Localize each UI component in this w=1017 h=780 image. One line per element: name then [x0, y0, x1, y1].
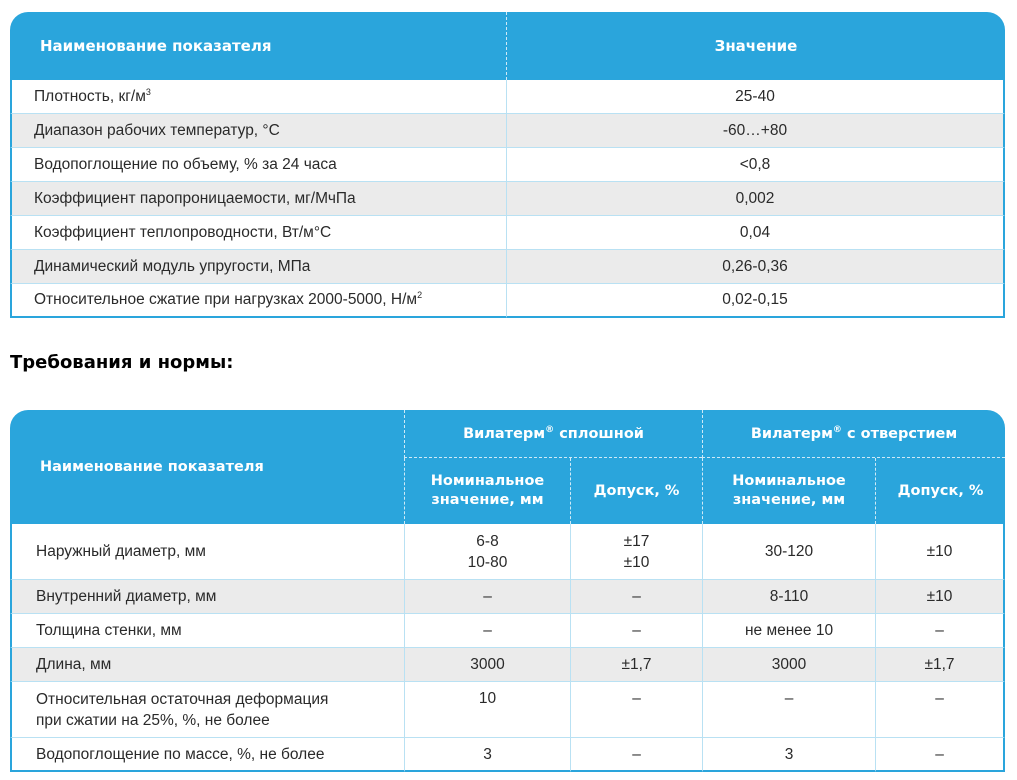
header-nominal-hollow: Номинальное значение, мм [702, 458, 875, 524]
header-group-solid: Вилатерм® сплошной [404, 410, 702, 458]
section-heading: Требования и нормы: [10, 352, 234, 373]
header-group-hollow: Вилатерм® с отверстием [702, 410, 1005, 458]
row-name: Внутренний диаметр, мм [10, 580, 404, 614]
cell-tolerance-solid: ±1,7 [570, 648, 702, 682]
table-row [10, 614, 1005, 648]
row-value: 0,02-0,15 [506, 284, 1005, 318]
table-row [10, 250, 1005, 284]
cell-tolerance-hollow: – [875, 614, 1005, 648]
row-name: Толщина стенки, мм [10, 614, 404, 648]
row-value: -60…+80 [506, 114, 1005, 148]
cell-nominal-solid: 10 [404, 682, 570, 738]
cell-tolerance-hollow: – [875, 682, 1005, 738]
requirements-header-row-1 [10, 410, 1005, 458]
table-row [10, 682, 1005, 738]
header-value: Значение [506, 12, 1005, 80]
header-nominal-solid: Номинальное значение, мм [404, 458, 570, 524]
cell-tolerance-solid: – [570, 682, 702, 738]
cell-tolerance-hollow: ±1,7 [875, 648, 1005, 682]
row-name: Коэффициент паропроницаемости, мг/МчПа [10, 182, 506, 216]
header-parameter-name: Наименование показателя [10, 12, 506, 80]
row-name: Водопоглощение по массе, %, не более [10, 738, 404, 772]
cell-nominal-solid: – [404, 614, 570, 648]
table-row [10, 524, 1005, 580]
table-row [10, 216, 1005, 250]
row-value: <0,8 [506, 148, 1005, 182]
cell-tolerance-hollow: ±10 [875, 580, 1005, 614]
row-name: Динамический модуль упругости, МПа [10, 250, 506, 284]
row-name: Плотность, $кг/м^3$ [10, 80, 506, 114]
table-row [10, 580, 1005, 614]
row-value: 25-40 [506, 80, 1005, 114]
row-name: Относительная остаточная деформация при сжатии на 25%, %, не более [10, 682, 404, 738]
cell-tolerance-solid: – [570, 614, 702, 648]
cell-tolerance-solid: – [570, 738, 702, 772]
cell-nominal-hollow: не менее 10 [702, 614, 875, 648]
cell-nominal-hollow: 30-120 [702, 524, 875, 580]
requirements-table [10, 410, 1005, 772]
row-value: 0,04 [506, 216, 1005, 250]
cell-nominal-solid: 3000 [404, 648, 570, 682]
cell-nominal-hollow: 3 [702, 738, 875, 772]
cell-nominal-hollow: 8-110 [702, 580, 875, 614]
cell-nominal-solid: – [404, 580, 570, 614]
cell-nominal-hollow: – [702, 682, 875, 738]
properties-header-row [10, 12, 1005, 80]
properties-table [10, 12, 1005, 318]
row-name: Диапазон рабочих температур, °С [10, 114, 506, 148]
table-row [10, 80, 1005, 114]
table-row [10, 114, 1005, 148]
header-tolerance-solid: Допуск, % [570, 458, 702, 524]
cell-tolerance-solid: ±17 ±10 [570, 524, 702, 580]
table-row [10, 648, 1005, 682]
row-name: Водопоглощение по объему, % за 24 часа [10, 148, 506, 182]
cell-nominal-solid: 3 [404, 738, 570, 772]
table-row [10, 148, 1005, 182]
header-tolerance-hollow: Допуск, % [875, 458, 1005, 524]
row-value: 0,26-0,36 [506, 250, 1005, 284]
cell-nominal-hollow: 3000 [702, 648, 875, 682]
row-name: Относительное сжатие при нагрузках 2000-5000, $Н/м^2$ [10, 284, 506, 318]
cell-tolerance-hollow: ±10 [875, 524, 1005, 580]
cell-tolerance-solid: – [570, 580, 702, 614]
row-name: Длина, мм [10, 648, 404, 682]
table-row [10, 738, 1005, 772]
row-value: 0,002 [506, 182, 1005, 216]
table-row [10, 284, 1005, 318]
table-row [10, 182, 1005, 216]
cell-tolerance-hollow: – [875, 738, 1005, 772]
cell-nominal-solid: 6-8 10-80 [404, 524, 570, 580]
row-name: Наружный диаметр, мм [10, 524, 404, 580]
header-parameter-name: Наименование показателя [10, 410, 404, 524]
row-name: Коэффициент теплопроводности, Вт/м°С [10, 216, 506, 250]
